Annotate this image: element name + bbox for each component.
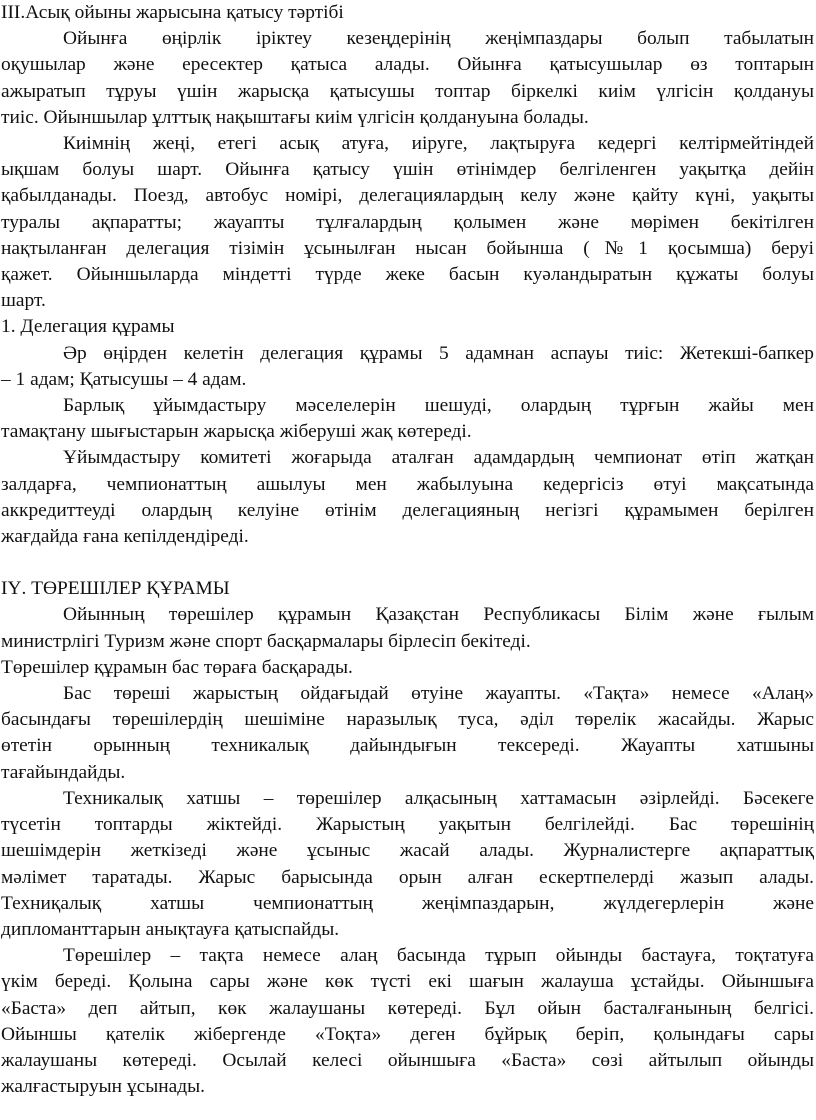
text-line: қабылданады. Поезд, автобус номірі, делегациялардың келу және қайту күні, уақыты — [1, 185, 814, 207]
text-line: министрлігі Туризм және спорт басқармалары бірлесіп бекітеді. — [1, 630, 531, 652]
text-line: Барлық ұйымдастыру мәселелерін шешуді, олардың тұрғын жайы мен — [63, 395, 814, 417]
text-line: тиіс. Ойыншылар ұлттық нақыштағы киім үлгісін қолдануына болады. — [1, 106, 589, 128]
section-4-paragraph-1 — [1, 602, 814, 654]
text-line: Әр өңірден келетін делегация құрамы 5 адамнан аспауы тиіс: Жетекші-бапкер — [63, 342, 814, 364]
text-line: Ойыншы қателік жібергенде «Тоқта» деген бұйрық беріп, қолындағы сары — [1, 1023, 814, 1045]
text-line: қажет. Ойыншыларда міндетті түрде жеке басын куәландыратын құжаты болуы — [1, 264, 814, 286]
text-line: басындағы төрешілердің шешіміне наразылық туса, әділ төрелік жасайды. Жарыс — [1, 709, 814, 731]
text-line: аккредиттеуді олардың келуіне өтінім делегацияның негізгі құрамымен берілген — [1, 499, 814, 521]
text-line: Техникалық хатшы – төрешілер алқасының хаттамасын әзірлейді. Бәсекеге — [63, 787, 814, 809]
text-line: Ойынның төрешілер құрамын Қазақстан Республикасы Білім және ғылым — [63, 604, 814, 626]
text-line: жағдайда ғана кепілдендіреді. — [1, 526, 249, 548]
text-line: Бас төреші жарыстың ойдағыдай өтуіне жауапты. «Тақта» немесе «Алаң» — [63, 683, 814, 705]
section-spacer — [1, 550, 814, 576]
section-4-paragraph-2 — [1, 655, 814, 681]
text-line: Ойынға өңірлік іріктеу кезеңдерінің жеңімпаздары болып табылатын — [63, 28, 814, 50]
text-line: туралы ақпаратты; жауапты тұлғалардың қолымен және мөрімен бекітілген — [1, 211, 814, 233]
section-4-paragraph-5 — [1, 943, 814, 1100]
text-line: жалғастыруын ұсынады. — [1, 1076, 205, 1098]
text-line: нақтыланған делегация тізімін ұсынылған нысан бойынша (№1 қосымша) беруі — [1, 237, 814, 259]
text-line: залдарға, чемпионаттың ашылуы мен жабылуына кедергісіз өтуі мақсатында — [1, 473, 814, 495]
section-3-paragraph-2 — [1, 131, 814, 314]
text-line: түсетін топтарды жіктейді. Жарыстың уақытын белгілейді. Бас төрешінің — [1, 814, 814, 836]
section-3-paragraph-1 — [1, 26, 814, 131]
text-line: үкім береді. Қолына сары және көк түсті екі шағын жалауша ұстайды. Ойыншыға — [1, 971, 814, 993]
text-line: өтетін орынның техникалық дайындығын тексереді. Жауапты хатшыны — [1, 735, 814, 757]
text-line: шарт. — [1, 290, 46, 312]
text-line: дипломанттарын анықтауға қатыспайды. — [1, 918, 340, 940]
text-line: ажыратып тұруы үшін жарысқа қатысушы топтар біркелкі киім үлгісін қолдануы — [1, 80, 814, 102]
text-line: Техниқалық хатшы чемпионаттың жеңімпаздарын, жүлдегерлерін және — [1, 892, 814, 914]
delegation-subheading: 1. Делегация құрамы — [1, 316, 175, 338]
section-4-paragraph-4 — [1, 786, 814, 943]
text-line: шешімдерін жеткізеді және ұсыныс жасай алады. Журналистерге ақпараттық — [1, 840, 814, 862]
section-3-paragraph-5 — [1, 445, 814, 550]
section-3-paragraph-3 — [1, 341, 814, 393]
text-line: Төрешілер құрамын бас төраға басқарады. — [1, 656, 353, 678]
text-line: тамақтану шығыстарын жарысқа жіберуші жақ көтереді. — [1, 421, 472, 443]
text-line: мәлімет таратады. Жарыс барысында орын алған ескертпелерді жазып алады. — [1, 866, 814, 888]
section-4-heading: ІҮ. ТӨРЕШІЛЕР ҚҰРАМЫ — [1, 578, 230, 600]
section-4-paragraph-3 — [1, 681, 814, 786]
text-line: – 1 адам; Қатысушы – 4 адам. — [1, 368, 247, 390]
text-line: ықшам болуы шарт. Ойынға қатысу үшін өтінімдер белгіленген уақытқа дейін — [1, 159, 814, 181]
text-line: оқушылар және ересектер қатыса алады. Ойынға қатысушылар өз топтарын — [1, 54, 814, 76]
section-3-heading: ІІІ.Асық ойыны жарысына қатысу тәртібі — [1, 2, 344, 23]
text-line: Ұйымдастыру комитеті жоғарыда аталған адамдардың чемпионат өтіп жатқан — [63, 447, 814, 469]
section-3-paragraph-4 — [1, 393, 814, 445]
text-line: Төрешілер – тақта немесе алаң басында тұрып ойынды бастауға, тоқтатуға — [63, 945, 814, 967]
text-line: Киімнің жеңі, етегі асық атуға, иіруге, лақтыруға кедергі келтірмейтіндей — [63, 133, 814, 155]
text-line: тағайындайды. — [1, 761, 126, 783]
text-line: «Баста» деп айтып, көк жалаушаны көтереді. Бұл ойын басталғанының белгісі. — [1, 997, 814, 1019]
text-line: жалаушаны көтереді. Осылай келесі ойыншыға «Баста» сөзі айтылып ойынды — [1, 1049, 814, 1071]
